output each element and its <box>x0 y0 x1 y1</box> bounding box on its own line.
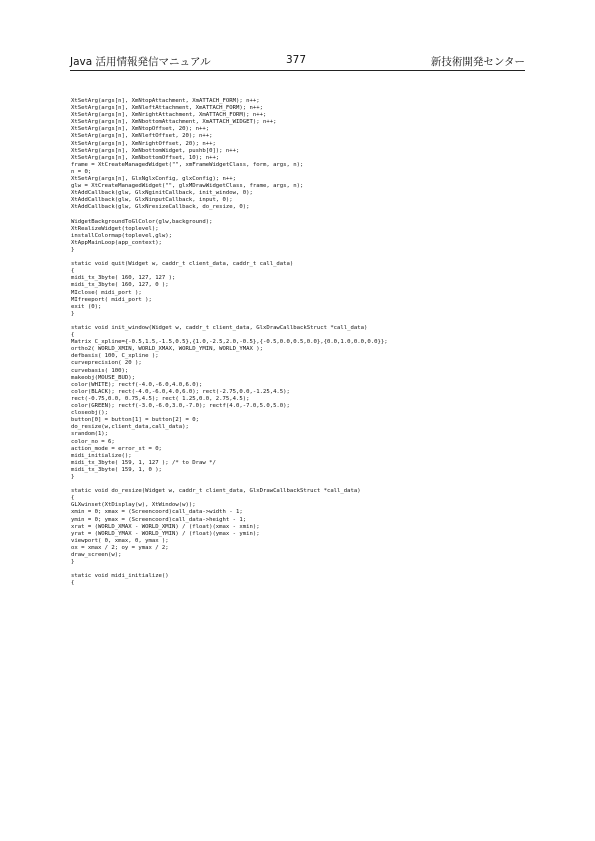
code-line: XtAppMainLoop(app_context); <box>71 239 162 246</box>
code-line: Matrix C_xpline={-0.5,1.5,-1.5,0.5},{1.0,-2.5,2.0,-0.5},{-0.5,0.0,0.5,0.0},{0.0,1.0,0.0,0.0}}; <box>71 339 388 346</box>
code-line <box>71 212 541 219</box>
code-line: rect(-0.75,0.0, 0.75,4.5); rect( 1.25,0.0, 2.75,4.5); <box>71 395 250 402</box>
code-line: MIfreeport( midi_port ); <box>71 296 152 303</box>
code-line: exit (0); <box>71 303 102 310</box>
code-line: static void init_window(Widget w, caddr_t client_data, GlxDrawCallbackStruct *call_data) <box>71 325 368 331</box>
code-line: XtSetArg(args[n], XmNleftOffset, 20); n++; <box>71 133 213 140</box>
code-line: frame = XtCreateManagedWidget("", xmFrameWidgetClass, form, args, n); <box>71 161 304 168</box>
code-line: XtSetArg(args[n], XmNbottomAttachment, XmATTACH_WIDGET); n++; <box>71 119 277 126</box>
code-line: { <box>71 580 75 587</box>
code-line: { <box>71 495 75 502</box>
code-line: curveprecision( 20 ); <box>71 360 142 367</box>
header-organization: 新技術開発センター <box>430 56 525 68</box>
page-number: 377 <box>286 54 307 66</box>
code-line: } <box>71 246 75 253</box>
code-line: XtAddCallback(glw, GlxNinputCallback, input, 0); <box>71 197 233 204</box>
code-line: } <box>71 473 75 480</box>
code-line: ortho2( WORLD_XMIN, WORLD_XMAX, WORLD_YMIN, WORLD_YMAX ); <box>71 346 263 353</box>
code-line: midi_tx_3byte( 160, 127, 127 ); <box>71 275 176 282</box>
code-line <box>71 254 541 261</box>
code-line: do_resize(w,client_data,call_data); <box>71 424 189 431</box>
code-line <box>71 566 541 573</box>
code-line: yrat = (WORLD_YMAX - WORLD_YMIN) / (float)(ymax - ymin); <box>71 530 260 537</box>
code-line: xrat = (WORLD_XMAX - WORLD_XMIN) / (float)(xmax - xmin); <box>71 523 260 530</box>
code-line: } <box>71 559 75 566</box>
code-line: XtSetArg(args[n], XmNbottomOffset, 10); n++; <box>71 154 220 161</box>
code-line: installColormap(toplevel,glw); <box>71 232 173 239</box>
code-line: XtSetArg(args[n], XmNrightOffset, 20); n++; <box>71 140 216 147</box>
code-line: ymin = 0; ymax = (Screencoord)call_data->height - 1; <box>71 516 247 523</box>
code-line: WidgetBackgroundToGlColor(glw,background); <box>71 218 213 225</box>
code-line: xmin = 0; xmax = (Screencoord)call_data->width - 1; <box>71 509 243 516</box>
code-line: XtRealizeWidget(toplevel); <box>71 225 159 232</box>
code-line: action_mode = error_st = 0; <box>71 445 162 452</box>
code-line: midi_tx_3byte( 159, 1, 127 ); /* to Draw */ <box>71 459 216 466</box>
page-header <box>70 54 525 70</box>
code-line: n = 0; <box>71 168 92 175</box>
code-line: static void midi_initialize() <box>71 573 169 580</box>
code-line: XtAddCallback(glw, GlxNginitCallback, init_window, 0); <box>71 190 253 197</box>
code-line: color(BLACK); rect(-4.0,-6.0,4.0,6.0); rect(-2.75,0.0,-1.25,4.5); <box>71 388 290 395</box>
code-line: makeobj(MOUSE_BUD); <box>71 374 135 381</box>
code-line: XtSetArg(args[n], XmNleftAttachment, XmATTACH_FORM); n++; <box>71 105 263 112</box>
code-line: draw_screen(w); <box>71 552 122 558</box>
code-line: GLXwinset(XtDisplay(w), XtWindow(w)); <box>71 502 196 509</box>
header-title: Java 活用情報発信マニュアル <box>70 56 211 68</box>
code-line: color(WHITE); rectf(-4.0,-6.0,4.0,6.0); <box>71 381 203 388</box>
code-line: XtSetArg(args[n], XmNrightAttachment, XmATTACH_FORM); n++; <box>71 112 267 119</box>
code-line: midi_initialize(); <box>71 452 132 459</box>
code-line: XtSetArg(args[n], XmNbottomWidget, pushb[0]); n++; <box>71 147 240 154</box>
code-line: glw = XtCreateManagedWidget("", glxMDrawWidgetClass, frame, args, n); <box>71 183 304 190</box>
code-line: closeobj(); <box>71 410 109 417</box>
code-line: MIclose( midi_port ); <box>71 289 142 296</box>
code-line: curvebasis( 100); <box>71 367 129 374</box>
code-line: srandom(1); <box>71 431 109 438</box>
code-line <box>71 481 541 488</box>
code-line: ox = xmax / 2; oy = ymax / 2; <box>71 544 169 551</box>
code-listing <box>71 98 541 587</box>
code-line: static void quit(Widget w, caddr_t client_data, caddr_t call_data) <box>71 261 294 268</box>
code-line <box>71 318 541 325</box>
code-line: XtSetArg(args[n], GlxNglxConfig, glxConfig); n++; <box>71 176 237 183</box>
code-line: static void do_resize(Widget w, caddr_t client_data, GlxDrawCallbackStruct *call_data) <box>71 488 361 495</box>
code-line: XtSetArg(args[n], XmNtopOffset, 20); n++; <box>71 126 210 133</box>
code-line: viewport( 0, xmax, 0, ymax ); <box>71 537 169 544</box>
code-line: midi_tx_3byte( 159, 1, 0 ); <box>71 466 162 473</box>
code-line: defbasis( 100, C_xpline ); <box>71 353 159 360</box>
code-line: color_no = 6; <box>71 438 115 445</box>
code-line: { <box>71 332 75 339</box>
header-rule <box>70 70 525 71</box>
code-line: XtAddCallback(glw, GlxNresizeCallback, do_resize, 0); <box>71 204 250 211</box>
code-line: button[0] = button[1] = button[2] = 0; <box>71 417 199 424</box>
code-line: } <box>71 310 75 317</box>
code-line: { <box>71 268 75 275</box>
code-line: color(GREEN); rectf(-3.0,-6.0,3.0,-7.0); rectf(4.0,-7.0,5.0,5.0); <box>71 403 290 410</box>
code-line: XtSetArg(args[n], XmNtopAttachment, XmATTACH_FORM); n++; <box>71 98 260 104</box>
code-line: midi_tx_3byte( 160, 127, 0 ); <box>71 282 169 289</box>
